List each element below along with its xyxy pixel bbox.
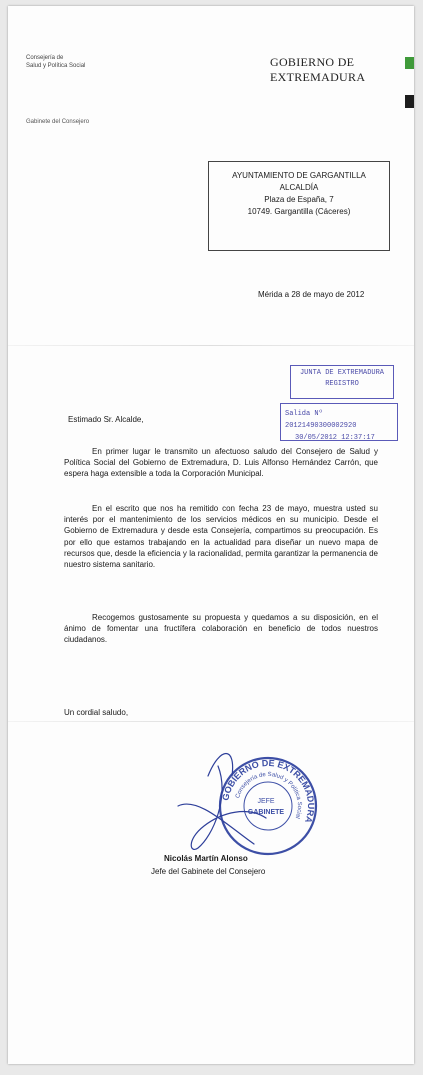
seal-inner-text-path: Consejería de Salud y Política Social [235,771,303,820]
signatory-role: Jefe del Gabinete del Consejero [151,867,266,876]
signature-and-seal [8,6,414,1064]
registry-stamp-line-3: Salida Nº 20121490300002920 [285,410,357,430]
signatory-name: Nicolás Martín Alonso [164,854,248,863]
seal-center-line-2: GABINETE [247,809,285,816]
department-line-1: Consejería de [26,55,64,61]
seal-center-line-1: JEFE [257,798,275,805]
government-title: GOBIERNO DE EXTREMADURA [270,55,366,84]
body-paragraph-1: En primer lugar le transmito un afectuoso saludo del Consejero de Salud y Política Social del Gobierno de Extremadura, D. Luis Alfonso Hernández Carrón, que espera haga extensible a toda la Corporación Municipal. [64,447,378,479]
registry-stamp-line-1: JUNTA DE EXTREMADURA [299,369,384,377]
body-paragraph-2: En el escrito que nos ha remitido con fecha 23 de mayo, muestra usted su interés por el mantenimiento de los servicios médicos en su municipio. Desde el Gobierno de Extremadura y desde esta Consejería, compartimos su preocupación. Es por ello que estamos trabajando en la actualidad para diseñar un nuevo mapa de recursos que, desde la eficiencia y la racionalidad, permita garantizar la permanencia de nuestro sistema sanitario. [64,504,378,570]
closing-line: Un cordial saludo, [64,708,129,717]
address-line-3: Plaza de España, 7 [264,195,334,204]
address-line-2: ALCALDÍA [279,183,319,192]
address-line-1: AYUNTAMIENTO DE GARGANTILLA [232,171,366,180]
department-line-2: Salud y Política Social [26,63,86,69]
address-line-4: 10749. Gargantilla (Cáceres) [247,207,351,216]
registry-stamp-line-4: 30/05/2012 12:37:17 [295,434,375,442]
letter-page [8,6,414,1064]
cabinet-name: Gabinete del Consejero [26,119,90,125]
body-paragraph-3: Recogemos gustosamente su propuesta y quedamos a su disposición, en el ánimo de fomentar una fructífera colaboración en beneficio de todos nuestros ciudadanos. [64,613,378,645]
registry-stamp-line-2: REGISTRO [325,380,359,388]
salutation: Estimado Sr. Alcalde, [68,415,144,424]
letter-date: Mérida a 28 de mayo de 2012 [258,290,365,299]
official-seal [220,758,316,854]
seal-ring-text-path: GOBIERNO DE EXTREMADURA [220,757,317,825]
